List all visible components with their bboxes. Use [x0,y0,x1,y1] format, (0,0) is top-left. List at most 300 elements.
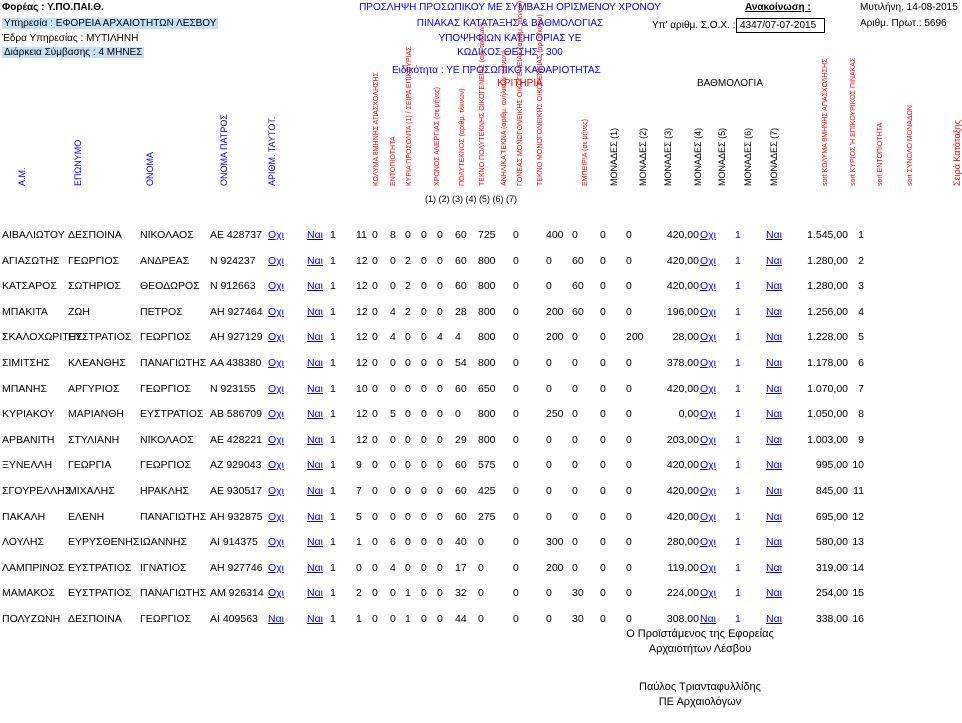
table-cell: 0 [405,536,411,549]
table-cell: Ναι [766,433,782,446]
table-cell: 0 [513,587,519,600]
table-cell: 28,00 [672,331,699,344]
table-cell: Οχι [268,382,285,395]
table-cell: 1.228,00 [807,331,848,344]
table-cell: 0 [513,433,519,446]
table-cell: ΑΙ 914375 [210,536,258,549]
table-cell: 4 [390,331,396,344]
table-cell: 0 [390,587,396,600]
table-cell: 0 [626,408,632,421]
table-cell: 420,00 [666,382,699,395]
table-cell: Ναι [307,561,323,574]
table-cell: 0 [372,280,378,293]
table-cell: 200 [626,331,644,344]
table-cell: 0 [513,382,519,395]
table-cell: Ναι [307,229,323,241]
table-row [0,511,960,527]
table-cell: 0 [372,613,378,625]
table-cell: 0 [421,357,427,369]
table-cell: ΑΗ 932875 [210,510,263,523]
table-cell: 40 [455,536,467,549]
table-cell: Ναι [766,561,782,574]
table-cell: 0 [513,305,519,318]
table-cell: ΠΑΚΑΛΗ [2,510,46,523]
table-cell: 1 [735,229,741,241]
table-cell: 12 [356,408,368,421]
table-cell: 0 [626,254,632,267]
table-cell: Ναι [766,536,782,549]
table-cell: 0 [390,510,396,523]
table-cell: 28 [455,305,467,318]
table-cell: 0 [513,280,519,293]
table-cell: 1 [330,459,336,472]
table-cell: 845,00 [815,485,848,497]
table-cell: Ναι [766,280,782,293]
table-cell: ΘΕΟΔΩΡΟΣ [140,280,200,293]
table-cell: 0 [626,229,632,241]
table-cell: 0 [626,382,632,395]
table-cell: 0 [600,613,606,625]
table-cell: ΙΓΝΑΤΙΟΣ [140,561,187,574]
table-cell: 1 [735,254,741,267]
table-cell: 12 [356,433,368,446]
table-cell: 0 [546,510,552,523]
table-cell: Ναι [307,280,323,293]
table-cell: 575 [478,459,496,472]
table-cell: Ναι [307,510,323,523]
table-cell: ΕΥΡΥΣΘΕΝΗΣ [68,536,140,549]
table-cell: Οχι [268,433,285,446]
table-cell: 725 [478,229,496,241]
table-cell: 60 [455,382,467,395]
table-cell: ΑΗ 927746 [210,561,263,574]
table-cell: 0 [437,408,443,421]
table-cell: 0 [572,485,578,497]
table-cell: 1 [356,536,362,549]
table-cell: ΑΓΙΑΣΩΤΗΣ [2,254,60,267]
table-cell: 0 [600,305,606,318]
table-cell: 0 [600,382,606,395]
table-cell: 1 [356,613,362,625]
table-cell: ΠΑΝΑΓΙΩΤΗΣ [140,357,207,369]
table-cell: ΕΥΣΤΡΑΤΙΟΣ [68,331,132,344]
table-cell: 0 [437,561,443,574]
table-cell: 196,00 [666,305,699,318]
table-cell: 800 [478,433,496,446]
table-cell: 0 [626,305,632,318]
table-cell: 0 [572,561,578,574]
table-cell: 30 [572,613,584,625]
table-cell: 420,00 [666,510,699,523]
table-cell: ΣΩΤΗΡΙΟΣ [68,280,121,293]
table-cell: 0 [421,459,427,472]
table-cell: 12 [356,280,368,293]
table-cell: ΕΛΕΝΗ [68,510,105,523]
table-cell: ΑΕ 930517 [210,485,262,497]
table-cell: ΜΙΧΑΛΗΣ [68,485,115,497]
table-cell: 2 [405,305,411,318]
table-cell: 0 [513,613,519,625]
table-cell: 0 [478,561,484,574]
title-line-3: ΥΠΟΨΗΦΙΩΝ ΚΑΤΗΓΟΡΙΑΣ ΥΕ [438,33,582,44]
table-cell: ΑΙΒΑΛΙΩΤΟΥ [2,229,65,241]
table-cell: 0 [421,485,427,497]
table-cell: 0 [421,331,427,344]
table-cell: 0 [372,459,378,472]
table-cell: 0 [572,459,578,472]
table-cell: 10 [356,382,368,395]
table-row [0,459,960,475]
table-cell: 0 [421,280,427,293]
table-cell: ΑΜ 926314 [210,587,264,600]
table-cell: 1.070,00 [807,382,848,395]
table-cell: 0 [437,613,443,625]
column-header-goneas: ΓΟΝΕΑΣ ΜΟΝΟΓΟΝΕΙΚΗΣ ΟΙΚΟΓΕΝΕΙΑΣ (αριθμ. τέκνων) [517,0,524,186]
table-cell: Ναι [766,254,782,267]
table-cell: 0 [626,280,632,293]
table-cell: 0 [600,408,606,421]
table-cell: 12 [356,331,368,344]
table-cell: 0 [600,485,606,497]
title-line-4: ΚΩΔΙΚΟΣ ΘΕΣΗΣ : 300 [457,47,563,58]
table-row [0,383,960,399]
table-cell: Ναι [307,485,323,497]
table-cell: 0 [546,587,552,600]
table-cell: 0 [421,536,427,549]
table-cell: 1 [735,280,741,293]
column-header-sortsum: sort ΣΥΝΟΛΟ ΜΟΝΑΔΩΝ [907,105,914,186]
table-cell: 4 [437,331,443,344]
table-cell: Οχι [700,254,717,267]
table-cell: ΜΠΑΝΗΣ [2,382,47,395]
table-cell: 0 [405,331,411,344]
table-cell: 15 [852,587,864,600]
table-row [0,587,960,603]
table-cell: 11 [356,229,367,241]
table-cell: Ναι [766,382,782,395]
table-row [0,562,960,578]
table-cell: 9 [356,459,362,472]
table-cell: 12 [356,254,368,267]
table-cell: 0 [513,485,519,497]
table-cell: 0 [600,536,606,549]
table-cell: Ναι [700,613,716,625]
table-cell: 1 [405,613,411,625]
table-cell: Ν 924237 [210,254,256,267]
table-cell: ΖΩΗ [68,305,90,318]
table-cell: Οχι [268,561,285,574]
table-cell: 200 [546,561,564,574]
table-cell: 7 [356,485,362,497]
table-cell: Οχι [268,408,285,421]
table-cell: Ναι [766,229,782,241]
table-cell: 650 [478,382,496,395]
table-cell: 0 [513,254,519,267]
table-cell: 60 [455,254,467,267]
table-cell: 0 [372,587,378,600]
table-cell: 1.178,00 [807,357,848,369]
table-cell: 0 [546,433,552,446]
table-row [0,280,960,296]
table-cell: 1 [330,536,336,549]
table-cell: ΠΑΝΑΓΙΩΤΗΣ [140,587,207,600]
table-cell: ΑΖ 929043 [210,459,262,472]
table-cell: ΑΡΓΥΡΙΟΣ [68,382,120,395]
table-cell: ΓΕΩΡΓΙΟΣ [68,254,119,267]
table-cell: 0 [421,382,427,395]
table-cell: 0 [546,459,552,472]
table-cell: Οχι [700,459,717,472]
table-cell: 1 [330,382,336,395]
table-cell: 0 [437,485,443,497]
table-cell: ΑΒ 586709 [210,408,262,421]
table-cell: Οχι [268,536,285,549]
table-cell: ΛΟΥΛΗΣ [2,536,44,549]
table-cell: ΓΕΩΡΓΙΟΣ [140,382,191,395]
table-cell: 1 [405,587,411,600]
column-header-seira: Σειρά Κατάταξης [952,119,962,186]
table-cell: 1.256,00 [807,305,848,318]
table-cell: Ναι [307,331,323,344]
table-cell: 0 [372,357,378,369]
table-cell: 0 [572,382,578,395]
table-cell: 0 [372,382,378,395]
table-cell: 6 [858,357,864,369]
table-cell: 4 [858,305,864,318]
table-cell: Οχι [268,254,285,267]
table-cell: Ναι [766,305,782,318]
title-line-2: ΠΙΝΑΚΑΣ ΚΑΤΑΤΑΞΗΣ & ΒΑΘΜΟΛΟΓΙΑΣ [416,18,604,29]
table-cell: 0 [390,254,396,267]
column-header-m5: ΜΟΝΑΔΕΣ (5) [717,127,727,186]
table-cell: 0 [600,229,606,241]
city-date: Μυτιλήνη, 14-08-2015 [860,2,958,13]
column-header-sortk: sort ΚΩΛΥΜΑ 8ΜΗΝΗΣ ΑΠΑΣΧΟΛΗΣΗΣ [822,58,829,186]
table-cell: 0 [572,536,578,549]
table-cell: ΙΩΑΝΝΗΣ [140,536,188,549]
table-cell: 119,00 [667,561,699,574]
column-header-m6: ΜΟΝΑΔΕΣ (6) [743,127,753,186]
table-cell: ΠΑΝΑΓΙΩΤΗΣ [140,510,207,523]
table-cell: 0 [405,382,411,395]
table-cell: Οχι [268,587,285,600]
table-cell: 0 [600,433,606,446]
table-row [0,255,960,271]
column-header-m3: ΜΟΝΑΔΕΣ (3) [663,127,673,186]
table-cell: 0 [600,587,606,600]
table-cell: Ν 923155 [210,382,256,395]
table-cell: Οχι [700,587,717,600]
table-cell: Ν 912663 [210,280,256,293]
table-cell: 1 [330,408,336,421]
table-cell: 800 [478,280,496,293]
table-cell: Οχι [700,408,717,421]
table-cell: 0 [421,408,427,421]
table-cell: 32 [455,587,467,600]
table-cell: ΣΚΑΛΟΧΩΡΙΤΗΣ [2,331,83,344]
table-cell: Οχι [700,280,717,293]
table-cell: 44 [455,613,467,625]
table-cell: 3 [858,280,864,293]
table-cell: 0 [405,561,411,574]
table-cell: 0 [390,433,396,446]
column-header-anergia: ΧΡΟΝΟΣ ΑΝΕΡΓΙΑΣ (σε μήνες) [434,87,441,186]
column-header-empeiria: ΕΜΠΕΙΡΙΑ (σε μήνες) [582,119,589,186]
table-row [0,357,960,373]
signature-name: Παύλος Τριανταφυλλίδης [639,681,761,693]
table-cell: 0 [600,331,606,344]
table-cell: ΑΙ 409563 [210,613,258,625]
table-cell: 0 [372,229,378,241]
table-cell: 4 [455,331,461,344]
table-cell: 5 [390,408,396,421]
table-cell: 0 [405,510,411,523]
table-cell: Ναι [766,613,782,625]
table-cell: 0 [546,357,552,369]
table-cell: 0 [513,536,519,549]
table-cell: 12 [852,510,864,523]
table-cell: ΛΑΜΠΡΙΝΟΣ [2,561,65,574]
table-cell: 0 [626,561,632,574]
table-cell: 0 [421,229,427,241]
table-cell: 60 [455,510,467,523]
table-cell: 0 [572,357,578,369]
table-cell: ΓΕΩΡΓΙΑ [68,459,112,472]
table-cell: 1.545,00 [807,229,848,241]
table-cell: Ναι [307,305,323,318]
table-cell: 7 [858,382,864,395]
table-cell: 0 [437,229,443,241]
table-cell: 2 [858,254,864,267]
table-cell: 0 [572,433,578,446]
signature-title: ΠΕ Αρχαιολόγων [658,696,742,708]
table-cell: 0 [437,510,443,523]
table-cell: 0 [421,561,427,574]
table-cell: 1 [735,587,741,600]
table-cell: 0 [390,459,396,472]
table-cell: Ναι [307,408,323,421]
table-cell: 1 [330,305,336,318]
table-cell: 1 [330,254,336,267]
table-cell: Οχι [700,561,717,574]
table-cell: Ναι [307,254,323,267]
table-cell: 11 [853,485,864,497]
table-cell: 1 [735,613,741,625]
table-cell: 300 [546,536,564,549]
table-cell: 0 [626,613,632,625]
table-cell: 60 [455,229,467,241]
table-cell: 0 [405,229,411,241]
column-header-anilika: ΑΝΗΛΙΚΑ ΤΕΚΝΑ (αριθμ. ανήλικων τέκνων) [501,50,508,186]
table-cell: 425 [478,485,496,497]
table-cell: Οχι [268,331,285,344]
table-cell: 280,00 [666,536,699,549]
table-cell: 2 [356,587,362,600]
table-cell: 1 [330,561,336,574]
table-cell: Ναι [307,587,323,600]
table-cell: 0 [626,587,632,600]
table-cell: 1.003,00 [807,433,848,446]
column-header-father: ΟΝΟΜΑ ΠΑΤΡΟΣ [219,114,229,186]
table-cell: 420,00 [666,280,699,293]
table-cell: 800 [478,408,496,421]
table-cell: 0 [546,254,552,267]
table-cell: ΕΥΣΤΡΑΤΙΟΣ [68,587,132,600]
table-cell: 1 [330,357,336,369]
table-cell: 224,00 [666,587,699,600]
table-cell: 60 [455,280,467,293]
table-cell: 0 [390,485,396,497]
signature-line-1: Ο Προϊστάμενος της Εφορείας [626,628,774,640]
table-cell: Ναι [766,408,782,421]
table-cell: 0 [626,536,632,549]
table-row [0,408,960,424]
criteria-group-title: ΚΡΙΤΗΡΙΑ [497,78,543,89]
table-cell: 8 [390,229,396,241]
table-cell: 0 [600,280,606,293]
table-cell: 0 [405,433,411,446]
table-cell: Ναι [307,433,323,446]
table-cell: 0 [455,408,461,421]
table-cell: ΝΙΚΟΛΑΟΣ [140,229,194,241]
table-cell: 0 [372,433,378,446]
table-cell: ΜΠΑΚΙΤΑ [2,305,48,318]
table-cell: Οχι [268,305,285,318]
column-header-am: Α.Μ. [17,167,27,186]
table-cell: ΑΗ 927464 [210,305,263,318]
table-cell: 4 [390,305,396,318]
table-cell: 1 [330,433,336,446]
table-cell: 0 [626,433,632,446]
column-header-m7: ΜΟΝΑΔΕΣ (7) [769,127,779,186]
table-cell: 0 [372,536,378,549]
ref-value-box: 4347/07-07-2015 [736,18,825,33]
table-cell: 1 [330,229,336,241]
table-cell: 420,00 [666,254,699,267]
table-cell: 378,00 [666,357,699,369]
table-cell: Οχι [700,433,717,446]
table-cell: 420,00 [666,229,699,241]
table-cell: 200 [546,305,564,318]
table-row [0,331,960,347]
table-cell: Οχι [268,485,285,497]
table-cell: 0 [437,587,443,600]
table-cell: 1 [735,357,741,369]
table-cell: 0 [372,331,378,344]
table-cell: 200 [546,331,564,344]
table-cell: 1 [735,331,741,344]
table-cell: ΞΥΝΕΛΛΗ [2,459,53,472]
column-header-entopiotita: ΕΝΤΟΠΙΟΤΗΤΑ [390,136,397,186]
table-cell: 0 [390,382,396,395]
table-cell: 0 [546,280,552,293]
table-cell: 0 [437,305,443,318]
table-cell: 0 [478,536,484,549]
table-cell: Ναι [766,587,782,600]
table-cell: 1 [858,229,864,241]
table-row [0,306,960,322]
table-cell: Ναι [268,613,284,625]
table-cell: ΣΙΜΙΤΣΗΣ [2,357,51,369]
table-cell: ΣΤΥΛΙΑΝΗ [68,433,120,446]
table-cell: 800 [478,331,496,344]
table-cell: ΓΕΩΡΓΙΟΣ [140,613,191,625]
table-cell: 1 [735,382,741,395]
table-cell: Οχι [700,331,717,344]
table-cell: 0 [437,280,443,293]
table-cell: ΑΝΔΡΕΑΣ [140,254,190,267]
table-cell: 254,00 [815,587,848,600]
